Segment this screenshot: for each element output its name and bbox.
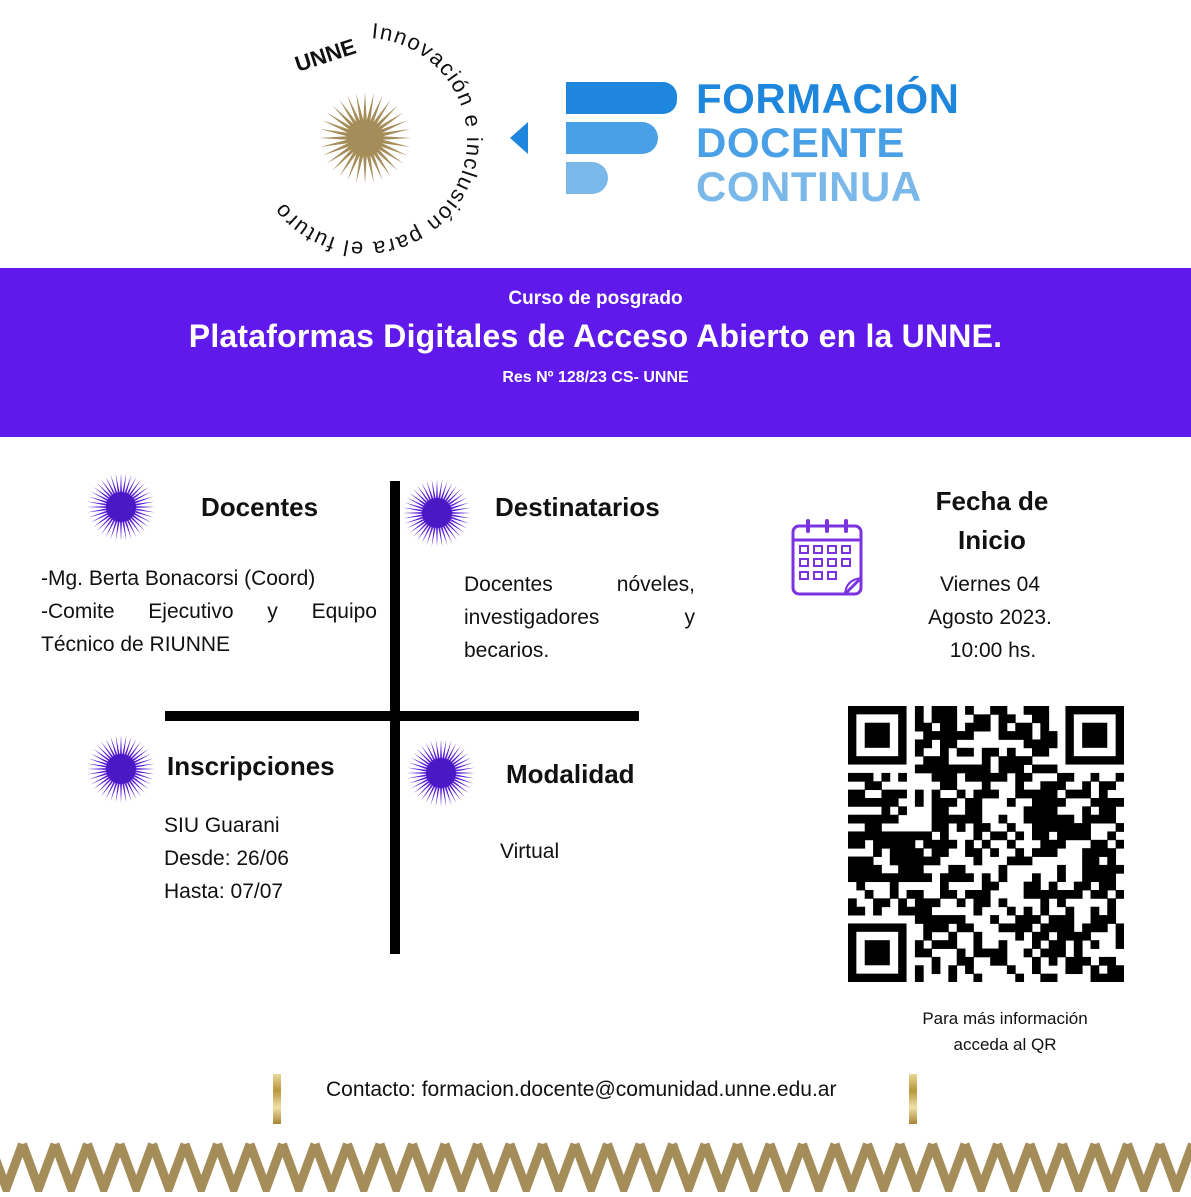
fdc-line-3: CONTINUA	[696, 163, 922, 210]
inscripciones-line: Hasta: 07/07	[164, 880, 284, 903]
modalidad-value: Virtual	[500, 840, 560, 863]
purple-sun-burst-icon	[402, 478, 472, 553]
course-resolution: Res Nº 128/23 CS- UNNE	[502, 369, 689, 386]
modalidad-heading: Modalidad	[506, 759, 635, 789]
course-type: Curso de posgrado	[508, 288, 683, 309]
purple-sun-burst-icon	[86, 472, 156, 547]
unne-logo	[240, 20, 490, 260]
course-banner	[0, 268, 1191, 437]
qr-caption	[880, 1006, 1130, 1058]
fdc-line-1: FORMACIÓN	[696, 75, 960, 122]
purple-sun-burst-icon	[86, 734, 156, 809]
qr-caption-line: acceda al QR	[953, 1035, 1057, 1054]
purple-sun-burst-icon	[406, 738, 476, 813]
course-title: Plataformas Digitales de Acceso Abierto en la UNNE.	[188, 318, 1003, 354]
destinatarios-list	[464, 568, 695, 667]
horizontal-divider	[165, 711, 639, 721]
gold-bar-right	[909, 1074, 917, 1124]
qr-code[interactable]	[848, 706, 1124, 982]
fdc-f-mark-icon	[566, 82, 681, 194]
calendar-icon	[790, 516, 864, 603]
destinatarios-heading: Destinatarios	[495, 492, 660, 522]
unne-logo-graphic	[240, 20, 490, 260]
docentes-list	[41, 562, 377, 661]
svg-text:Innovación e inclusión para el: Innovación e inclusión para el futuro	[267, 20, 488, 260]
fecha-heading-line: Fecha de	[935, 486, 1049, 516]
docentes-heading: Docentes	[201, 492, 319, 522]
fecha-line: Viernes 04	[939, 573, 1041, 596]
divider-triangle-icon	[508, 120, 530, 156]
destinatarios-line: becarios.	[464, 639, 550, 662]
qr-caption-line: Para más información	[922, 1009, 1088, 1028]
contact-text: Contacto: formacion.docente@comunidad.unne.edu.ar	[326, 1078, 837, 1101]
inscripciones-details	[164, 809, 289, 908]
destinatarios-line: Docentes nóveles,	[464, 573, 695, 596]
footer-zigzag-border	[0, 1140, 1191, 1192]
fecha-line: Agosto 2023.	[928, 606, 1052, 629]
fecha-line: 10:00 hs.	[949, 639, 1037, 662]
gold-bar-left	[273, 1074, 281, 1124]
docentes-line: -Comite Ejecutivo y Equipo	[41, 600, 377, 623]
fdc-line-2: DOCENTE	[696, 119, 905, 166]
inscripciones-line: Desde: 26/06	[164, 847, 289, 870]
docentes-line: Técnico de RIUNNE	[41, 633, 231, 656]
inscripciones-heading: Inscripciones	[167, 751, 335, 781]
docentes-line: -Mg. Berta Bonacorsi (Coord)	[41, 567, 316, 590]
svg-text:UNNE: UNNE	[291, 33, 359, 77]
fecha-heading-line: Inicio	[958, 525, 1026, 555]
inscripciones-line: SIU Guarani	[164, 814, 280, 837]
fecha-heading	[892, 482, 1092, 560]
fdc-logo	[566, 75, 986, 210]
fecha-details	[890, 568, 1090, 667]
destinatarios-line: investigadores y	[464, 606, 695, 629]
